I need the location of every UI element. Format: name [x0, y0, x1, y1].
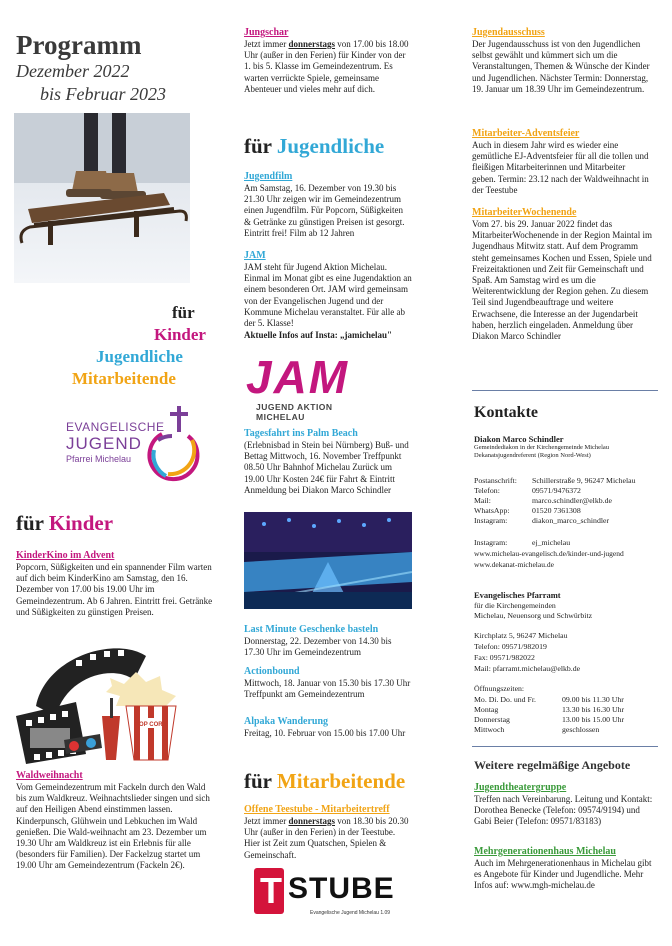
hours-row [474, 695, 658, 705]
palm-text: (Erlebnisbad in Stein bei Nürnberg) Buß- und Bettag Mittwoch, 16. November Treffpunkt 08.50 Uhr Bahnhof Michelau Zurück um 19.00 Uhr Kosten 24€ für Fahrt & Eintritt Anmeldung bei Diakon Marco Schindler [244, 440, 409, 495]
section-word: Kinder [48, 511, 114, 535]
pfarramt-line-2: Michelau, Neuensorg und Schwürbitz [474, 611, 593, 620]
diakon-sub-1: Gemeindediakon in der Kirchengemeinde Michelau [474, 444, 610, 451]
last-minute-title: Last Minute Geschenke basteln [244, 624, 379, 635]
palm-beach-photo [244, 512, 412, 609]
section-jugendliche-heading [244, 134, 384, 159]
hours-row [474, 725, 658, 735]
contact-row [474, 486, 658, 496]
wald-title: Waldweihnacht [16, 770, 83, 781]
section-fuer: für [244, 134, 272, 158]
pfarramt-title: Evangelisches Pfarramt [474, 590, 561, 600]
contact-value: marco.schindler@elkb.de [532, 496, 612, 505]
teestube-title: Offene Teestube - Mitarbeitertreff [244, 804, 390, 815]
logo-line-1: EVANGELISCHE [66, 420, 165, 434]
weitere-heading: Weitere regelmäßige Angebote [474, 758, 631, 772]
jungschar-post: von 17.00 bis 18.00 Uhr (außer in den Ferien) für Kinder von der 1. bis 5. Klasse im Gemeindezentrum. Es warten verrückte Spiele, gemeinsame Abenteuer und vieles mehr auf dich. [244, 39, 409, 94]
alpaka-title: Alpaka Wanderung [244, 716, 329, 727]
section-kinder-heading [16, 511, 113, 536]
jam-logo-text: JAM [246, 351, 350, 403]
contact-value: 01520 7361308 [532, 506, 581, 515]
jam-title: JAM [244, 250, 266, 261]
hours-time: 09.00 bis 11.30 Uhr [562, 695, 624, 704]
sled-photo [14, 113, 190, 283]
palm-title: Tagesfahrt ins Palm Beach [244, 428, 358, 439]
teestube-pre: Jetzt immer [244, 816, 289, 826]
wald-text: Vom Gemeindezentrum mit Fackeln durch den Wald bis zum Waldkreuz. Weihnachtslieder singen und sich auf den Heiligen Abend einstimmen lassen. Kinderpunsch, Glühwein und Lebkuchen im Wald genießen. Die Wald-weihnacht am 23. Dezember um 19.30 Uhr am Waldkreuz ist ein Erlebnis für alle (besonders für Familien). Der Fackelzug startet um 19.00 Uhr am Gemeindezentrum (Fackeln 2€). [16, 782, 210, 871]
jam-insta: Aktuelle Infos auf Insta: „jamichelau" [244, 330, 393, 340]
contact-key: WhatsApp: [474, 506, 510, 515]
section-word: Jugendliche [276, 134, 385, 158]
hours-table [474, 695, 658, 735]
hours-row [474, 715, 658, 725]
hours-day: Mo. Di. Do. und Fr. [474, 695, 536, 704]
jungschar-text [244, 39, 412, 95]
contact-key: Postanschrift: [474, 476, 517, 485]
pfarramt-phone: Telefon: 09571/982019 [474, 642, 547, 651]
date-line-1: Dezember 2022 [16, 61, 130, 81]
contact-key: Telefon: [474, 486, 500, 495]
jam-logo-sub: JUGEND AKTION MICHELAU [256, 402, 333, 422]
ej-logo [58, 404, 204, 488]
hours-day: Mittwoch [474, 725, 505, 734]
tstube-sub: Evangelische Jugend Michelau 1.09 [310, 910, 391, 916]
kontakte-heading: Kontakte [474, 404, 538, 421]
actionbound-title: Actionbound [244, 666, 300, 677]
contact-key: Mail: [474, 496, 491, 505]
tstube-word: STUBE [288, 872, 395, 905]
last-minute-text: Donnerstag, 22. Dezember von 14.30 bis 17.30 Uhr im Gemeindezentrum [244, 636, 392, 658]
date-line-2: bis Februar 2023 [40, 84, 166, 104]
contact-row [474, 476, 658, 486]
hours-time: geschlossen [562, 725, 600, 734]
audience-mitarbeitende: Mitarbeitende [72, 369, 176, 388]
teestube-post: von 18.30 bis 20.30 Uhr (außer in den Ferien) in der Teestube. Hier ist Zeit zum Quatschen, Spielen & Gemeinschaft. [244, 816, 409, 860]
contact-row [474, 516, 658, 526]
pfarramt-mail: Mail: pfarramt.michelau@elkb.de [474, 664, 581, 673]
teestube-bold: donnerstags [288, 816, 336, 826]
contact-list [474, 476, 658, 526]
wochenende-title: MitarbeiterWochenende [472, 207, 577, 218]
audience-jugendliche: Jugendliche [96, 347, 183, 366]
instagram-ej-row [474, 538, 570, 548]
oeffnungszeiten-label: Öffnungszeiten: [474, 684, 525, 693]
wochenende-text: Vom 27. bis 29. Januar 2022 findet das MitarbeiterWochenende in der Region Maintal im Jugendhaus Mitwitz statt. Auf dem Programm steht gemeinsames Kochen und Essen, Spiele und Freizeitaktionen und Zeit für Gemeinschaft und Spaß. Am Samstag wird es um die Weiterentwicklung der Region gehen. Zu diesem Teil sind Jugendbeauftrage und weitere Erwachsene, die Interesse an der Jugendarbeit haben, herzlich eingeladen. Anmeldung über Diakon Marco Schindler [472, 219, 652, 342]
contact-row [474, 496, 658, 506]
section-fuer: für [16, 511, 44, 535]
contact-key: Instagram: [474, 538, 508, 547]
actionbound-text: Mittwoch, 18. Januar von 15.30 bis 17.30 Uhr Treffpunkt am Gemeindezentrum [244, 678, 411, 700]
kinokino-title: KinderKino im Advent [16, 550, 115, 561]
section-fuer: für [244, 769, 272, 793]
hours-time: 13.00 bis 15.00 Uhr [562, 715, 625, 724]
jungschar-pre: Jetzt immer [244, 39, 289, 49]
jam-text: JAM steht für Jugend Aktion Michelau. Einmal im Monat gibt es eine Jugendaktion an einem besonderen Ort. JAM wird gemeinsam von der Evangelischen Jugend und der Kommune Michelau veranstaltet. Für alle ab der 5. Klasse! [244, 262, 412, 329]
page-title: Programm [16, 30, 142, 60]
tstube-logo [254, 866, 404, 922]
adventsfeier-text: Auch in diesem Jahr wird es wieder eine gemütliche EJ-Adventsfeier für all die tollen und fleißigen Mitarbeiterinnen und Mitarbeiter geben. Termin: 23.12 nach der Waldweihnacht in der Teestube [472, 140, 649, 195]
audience-kinder: Kinder [154, 325, 206, 344]
jam-logo [246, 350, 378, 422]
web-link-1[interactable]: www.michelau-evangelisch.de/kinder-und-jugend [474, 549, 624, 558]
hours-time: 13.30 bis 16.30 Uhr [562, 705, 625, 714]
jugendausschuss-text: Der Jugendausschuss ist von den Jugendlichen selbst gewählt und kümmert sich um die Veranstaltungen, Themen & Wünsche der Kinder und Jugendlichen. Nächster Termin: Donnerstag, 19. Januar um 18.39 Uhr im Gemeindezentrum. [472, 39, 650, 94]
mgh-text: Auch im Mehrgenerationenhaus in Michelau gibt es Angebote für Kinder und Jugendliche. Mehr Infos auf: www.mgh-michelau.de [474, 858, 652, 891]
contact-value: 09571/9476372 [532, 486, 581, 495]
diakon-name: Diakon Marco Schindler [474, 434, 564, 444]
section-word: Mitarbeitende [276, 769, 406, 793]
contact-key: Instagram: [474, 516, 508, 525]
contact-value: Schillerstraße 9, 96247 Michelau [532, 476, 636, 485]
jugendfilm-title: Jugendfilm [244, 171, 293, 182]
logo-line-3: Pfarrei Michelau [66, 454, 132, 464]
divider-top [472, 390, 658, 391]
jugendausschuss-title: Jugendausschuss [472, 27, 545, 38]
popcorn-label: POP CORN [135, 722, 167, 728]
web-link-2[interactable]: www.dekanat-michelau.de [474, 560, 554, 569]
jungschar-bold: donnerstags [288, 39, 336, 49]
hours-day: Montag [474, 705, 499, 714]
pfarramt-line-1: für die Kirchengemeinden [474, 601, 556, 610]
jungschar-title: Jungschar [244, 27, 289, 38]
theater-text: Treffen nach Vereinbarung. Leitung und Kontakt: Dorothea Benecke (Telefon: 09574/9194) und Gabi Beier (Telefon: 09571/83183) [474, 794, 653, 827]
cinema-illustration [16, 636, 186, 764]
audience-fuer: für [172, 303, 195, 322]
hours-row [474, 705, 658, 715]
adventsfeier-title: Mitarbeiter-Adventsfeier [472, 128, 580, 139]
tstube-t: T [260, 870, 282, 911]
alpaka-text: Freitag, 10. Februar von 15.00 bis 17.00 Uhr [244, 728, 406, 738]
section-mitarbeitende-heading [244, 769, 405, 794]
logo-line-2: JUGEND [66, 434, 142, 453]
kinokino-text: Popcorn, Süßigkeiten und ein spannender Film warten auf dich beim KinderKino am Samstag, den 16. Dezember von 17.00 bis 19.00 Uhr im Gemeindezentrum. Ab 6 Jahren. Eintritt frei. Getränke und Süßigkeiten zu günstigen Preisen. [16, 562, 213, 617]
theater-title: Jugendtheatergruppe [474, 782, 567, 793]
jugendfilm-text: Am Samstag, 16. Dezember von 19.30 bis 21.30 Uhr zeigen wir im Gemeindezentrum einen Jugendfilm. Für Popcorn, Süßigkeiten & Getränke zu günstigen Preisen ist gesorgt. Eintritt frei! Film ab 12 Jahren [244, 183, 405, 238]
contact-value: diakon_marco_schindler [532, 516, 610, 525]
diakon-sub-2: Dekanatsjugendreferent (Region Nord-West) [474, 452, 591, 459]
hours-day: Donnerstag [474, 715, 510, 724]
teestube-text [244, 816, 412, 861]
contact-value: ej_michelau [532, 538, 571, 547]
pfarramt-fax: Fax: 09571/982022 [474, 653, 535, 662]
contact-row [474, 506, 658, 516]
divider-bottom [472, 746, 658, 747]
pfarramt-address: Kirchplatz 5, 96247 Michelau [474, 631, 568, 640]
mgh-title: Mehrgenerationenhaus Michelau [474, 846, 616, 857]
